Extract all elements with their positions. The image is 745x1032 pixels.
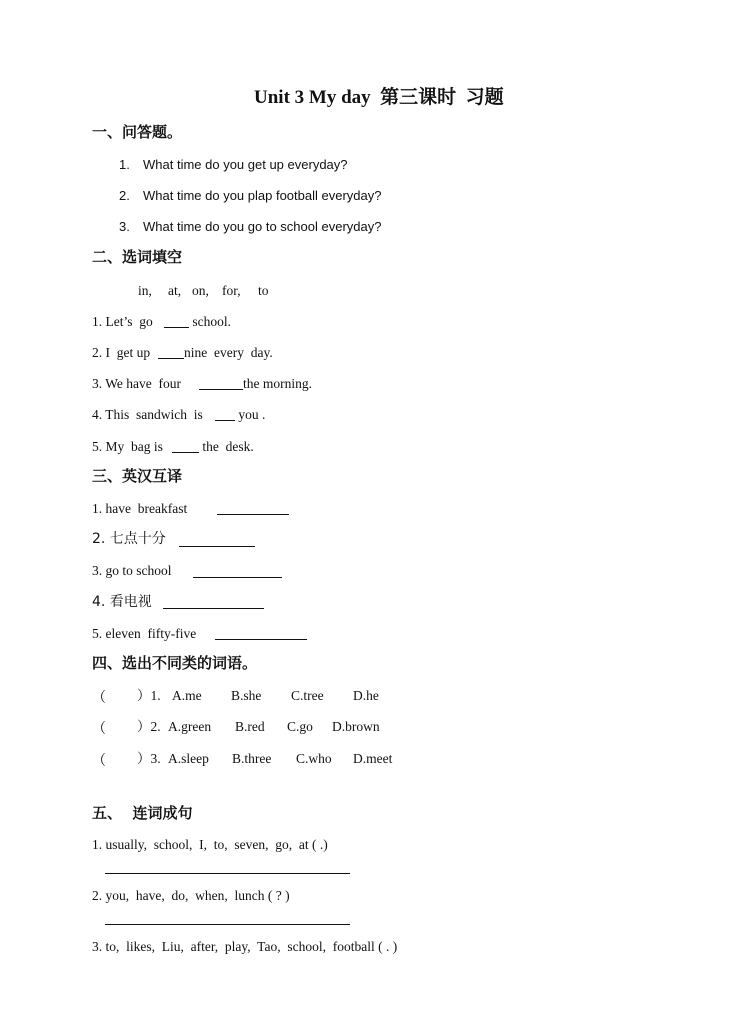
answer-blank[interactable]: [215, 420, 235, 421]
choice-num: ）1.: [137, 688, 161, 703]
section1-heading: 一、问答题。: [92, 123, 183, 141]
open-paren: （: [92, 722, 106, 737]
open-paren: （: [92, 754, 106, 769]
answer-blank[interactable]: [172, 452, 199, 453]
translate-item: 5. eleven fifty-five: [92, 626, 197, 641]
answer-blank[interactable]: [199, 389, 243, 390]
question-num: 3.: [119, 219, 130, 234]
fill-item-prefix: 5. My bag is: [92, 439, 163, 454]
fill-item-prefix: 1. Let’s go: [92, 314, 157, 329]
answer-blank[interactable]: [164, 327, 189, 328]
fill-item-suffix: the desk.: [199, 439, 254, 454]
section3-heading: 三、英汉互译: [92, 467, 183, 485]
answer-line[interactable]: [105, 924, 350, 925]
section5-heading: 五、 连词成句: [92, 804, 193, 822]
question-num: 1.: [119, 157, 130, 172]
fill-item-prefix: 4. This sandwich is: [92, 407, 203, 422]
fill-item-suffix: school.: [189, 314, 231, 329]
scramble-item: 3. to, likes, Liu, after, play, Tao, school, football ( . ): [92, 939, 398, 954]
choice-option: C.go: [287, 719, 313, 734]
word-bank-item: to: [258, 283, 269, 298]
answer-blank[interactable]: [179, 546, 255, 547]
section4-heading: 四、选出不同类的词语。: [92, 654, 258, 672]
scramble-item: 2. you, have, do, when, lunch ( ? ): [92, 888, 290, 903]
choice-option: D.he: [353, 688, 379, 703]
answer-blank[interactable]: [215, 639, 307, 640]
choice-option: B.she: [231, 688, 262, 703]
translate-item: 4. 看电视: [92, 594, 152, 610]
question-text: What time do you get up everyday?: [143, 157, 348, 172]
answer-line[interactable]: [105, 873, 350, 874]
translate-item: 1. have breakfast: [92, 501, 188, 516]
choice-option: B.red: [235, 719, 265, 734]
fill-item-prefix: 3. We have four: [92, 376, 185, 391]
fill-item-suffix: nine every day.: [184, 345, 273, 360]
choice-num: ）2.: [137, 719, 161, 734]
word-bank-item: at,: [168, 283, 182, 298]
open-paren: （: [92, 691, 106, 706]
choice-option: D.brown: [332, 719, 380, 734]
fill-item-suffix: you .: [235, 407, 266, 422]
fill-item-suffix: the morning.: [243, 376, 312, 391]
translate-item: 2. 七点十分: [92, 531, 166, 547]
word-bank-item: on,: [192, 283, 209, 298]
choice-option: A.sleep: [168, 751, 209, 766]
scramble-item: 1. usually, school, I, to, seven, go, at ( .): [92, 837, 328, 852]
choice-option: A.me: [172, 688, 202, 703]
question-text: What time do you go to school everyday?: [143, 219, 382, 234]
fill-item-prefix: 2. I get up: [92, 345, 151, 360]
choice-option: C.tree: [291, 688, 324, 703]
section2-heading: 二、选词填空: [92, 248, 183, 266]
choice-option: D.meet: [353, 751, 393, 766]
answer-blank[interactable]: [193, 577, 282, 578]
answer-blank[interactable]: [163, 608, 264, 609]
question-num: 2.: [119, 188, 130, 203]
question-text: What time do you plap football everyday?: [143, 188, 382, 203]
choice-option: A.green: [168, 719, 212, 734]
page-title: Unit 3 My day 第三课时 习题: [254, 87, 504, 108]
word-bank-item: for,: [222, 283, 241, 298]
choice-option: B.three: [232, 751, 272, 766]
answer-blank[interactable]: [217, 514, 289, 515]
choice-num: ）3.: [137, 751, 161, 766]
translate-item: 3. go to school: [92, 563, 172, 578]
choice-option: C.who: [296, 751, 332, 766]
word-bank-item: in,: [138, 283, 152, 298]
answer-blank[interactable]: [158, 358, 184, 359]
